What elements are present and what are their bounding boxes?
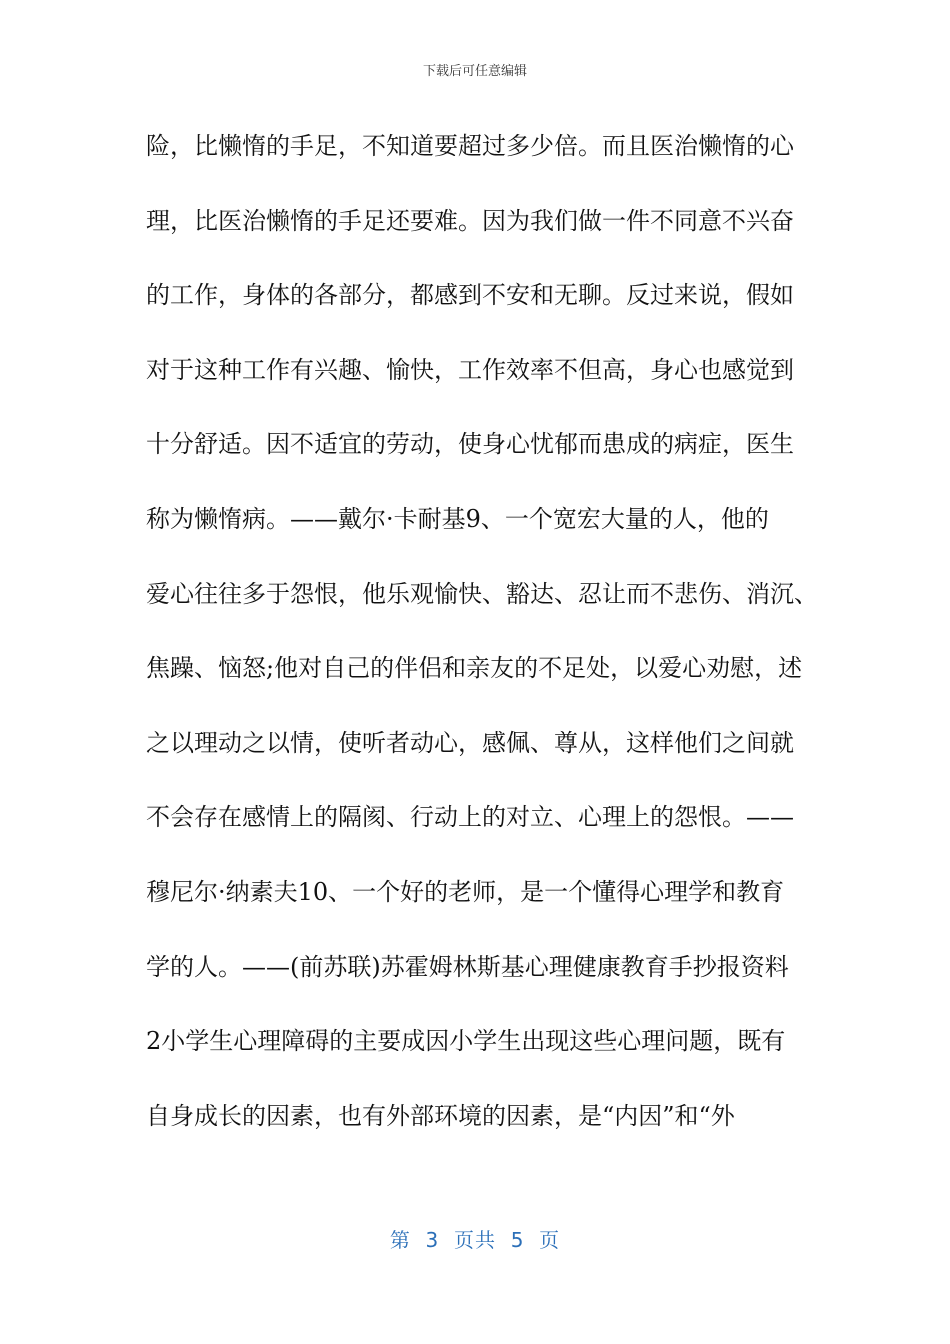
body-line: 焦躁、恼怒;他对自己的伴侣和亲友的不足处，以爱心劝慰，述 <box>146 654 803 683</box>
body-line: 对于这种工作有兴趣、愉快，工作效率不但高，身心也感觉到 <box>146 355 794 384</box>
body-line: 自身成长的因素，也有外部环境的因素，是“内因”和“外 <box>146 1101 735 1130</box>
body-line: 之以理动之以情，使听者动心，感佩、尊从，这样他们之间就 <box>146 728 794 757</box>
body-line: 理，比医治懒惰的手足还要难。因为我们做一件不同意不兴奋 <box>146 206 794 235</box>
body-line: 险，比懒惰的手足，不知道要超过多少倍。而且医治懒惰的心 <box>146 132 794 160</box>
page-header: 下载后可任意编辑 <box>422 64 527 79</box>
body-line: 2小学生心理障碍的主要成因小学生出现这些心理问题，既有 <box>146 1027 786 1056</box>
body-line: 爱心往往多于怨恨，他乐观愉快、豁达、忍让而不悲伤、消沉、 <box>146 579 818 608</box>
body-line: 穆尼尔·纳素夫10、一个好的老师，是一个懂得心理学和教育 <box>146 877 785 906</box>
page-number-text: 第 3 页共 5 页 <box>389 1228 561 1252</box>
page-number-footer <box>0 1226 950 1254</box>
body-line: 称为懒惰病。——戴尔·卡耐基9、一个宽宏大量的人，他的 <box>146 504 769 533</box>
body-line: 的工作，身体的各部分，都感到不安和无聊。反过来说，假如 <box>146 281 794 310</box>
document-body <box>146 120 826 1164</box>
body-line: 学的人。——(前苏联)苏霍姆林斯基心理健康教育手抄报资料 <box>146 952 789 981</box>
body-line: 不会存在感情上的隔阂、行动上的对立、心理上的怨恨。—— <box>146 803 794 832</box>
body-line: 十分舒适。因不适宜的劳动，使身心忧郁而患成的病症，医生 <box>146 430 794 459</box>
